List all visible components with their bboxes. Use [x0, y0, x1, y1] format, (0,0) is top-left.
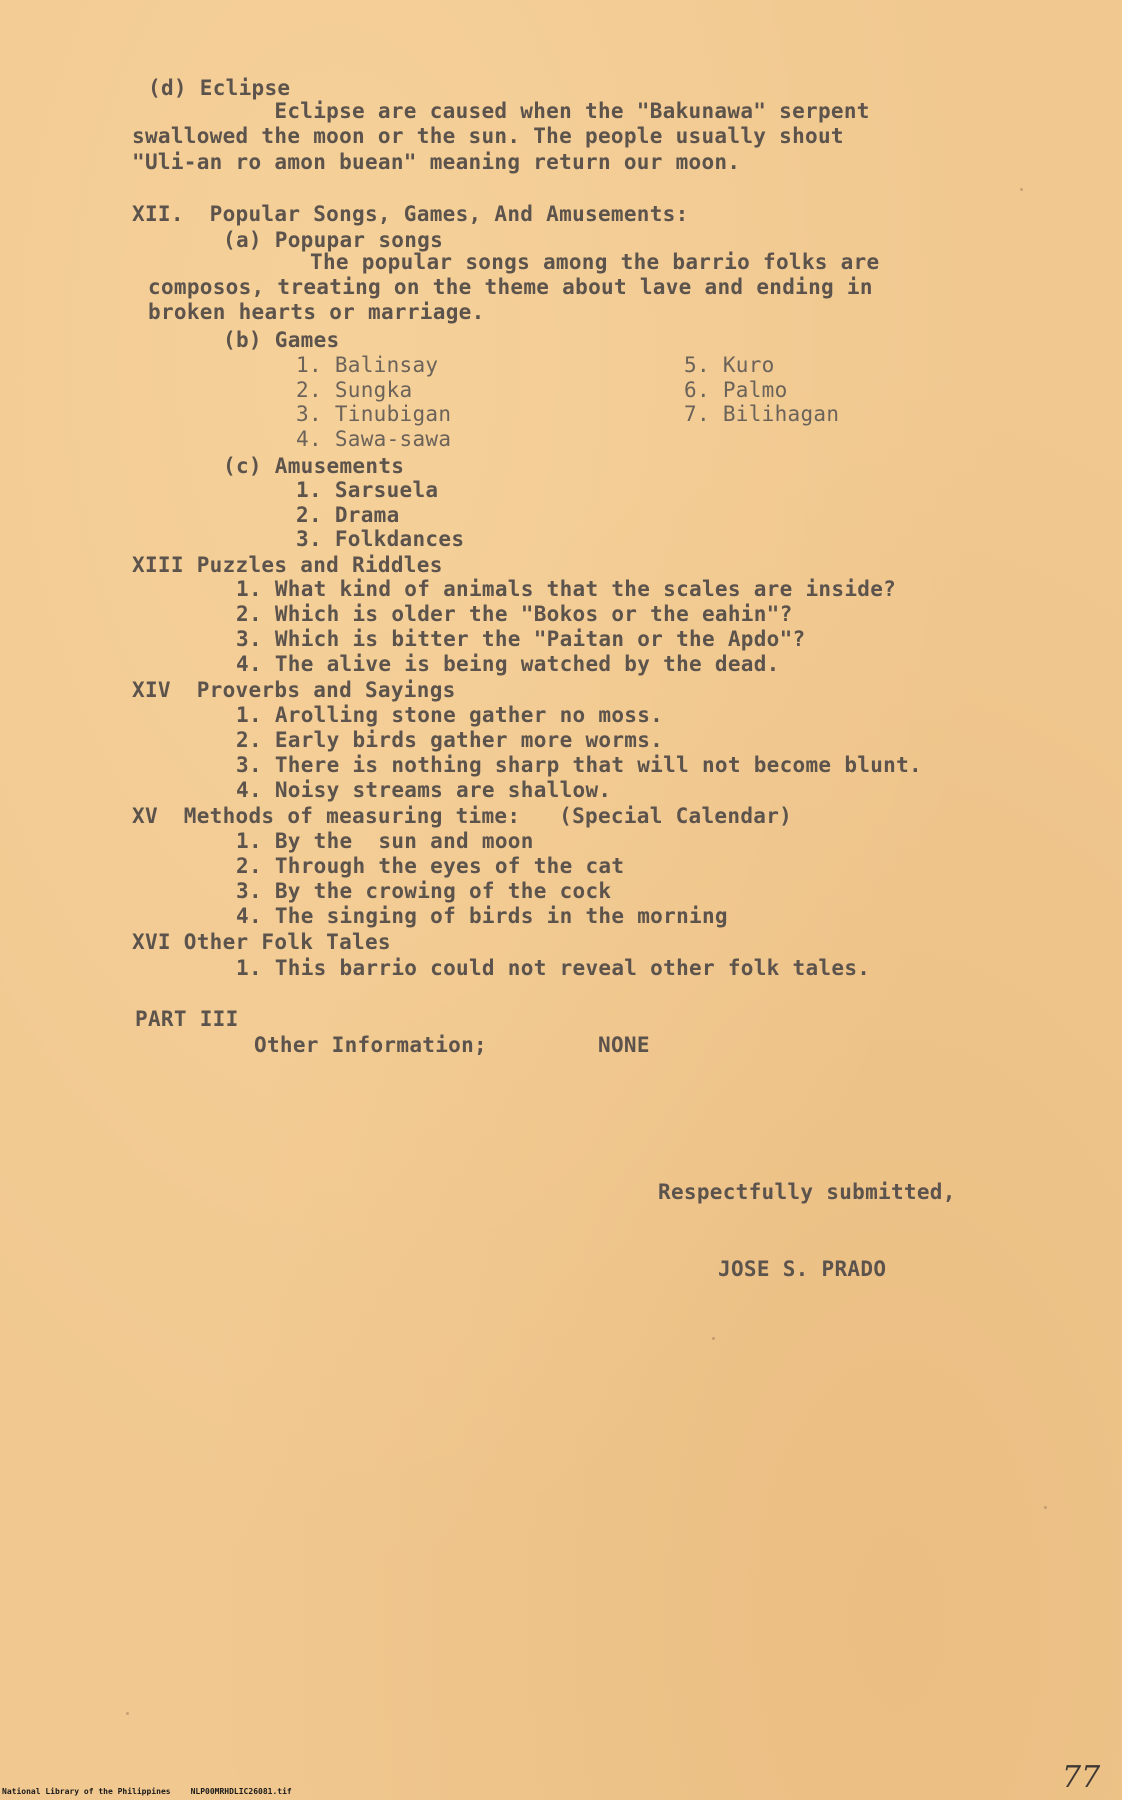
section-xiii-heading: XIII Puzzles and Riddles: [132, 553, 443, 577]
songs-line: composos, treating on the theme about lave and ending in: [148, 275, 873, 299]
library-name: National Library of the Philippines: [2, 1787, 171, 1796]
paper-speck: [712, 1337, 715, 1340]
other-information-value: NONE: [598, 1033, 650, 1057]
paper-speck: [1020, 188, 1023, 191]
closing-salutation: Respectfully submitted,: [658, 1180, 956, 1204]
riddle-item: 3. Which is bitter the "Paitan or the Apdo"?: [236, 627, 806, 651]
section-xv-heading: XV Methods of measuring time: (Special Calendar): [132, 804, 793, 828]
time-method-item: 1. By the sun and moon: [236, 829, 534, 853]
scan-footer: [2, 1787, 312, 1796]
page-number: 77: [1062, 1760, 1101, 1795]
section-xvi-heading: XVI Other Folk Tales: [132, 930, 391, 954]
proverb-item: 2. Early birds gather more worms.: [236, 728, 664, 752]
game-item: 4. Sawa-sawa: [296, 427, 452, 451]
signature-name: JOSE S. PRADO: [718, 1257, 887, 1281]
folk-tale-item: 1. This barrio could not reveal other folk tales.: [236, 956, 871, 980]
part-iii-heading: PART III: [135, 1007, 239, 1031]
riddle-item: 2. Which is older the "Bokos or the eahin"?: [236, 602, 793, 626]
eclipse-heading: (d) Eclipse: [148, 76, 291, 100]
songs-line: broken hearts or marriage.: [148, 300, 485, 324]
game-item: 2. Sungka: [296, 378, 413, 402]
time-method-item: 2. Through the eyes of the cat: [236, 854, 625, 878]
songs-heading: (a) Popupar songs: [223, 228, 444, 252]
games-heading: (b) Games: [223, 328, 340, 352]
other-information-label: Other Information;: [254, 1033, 487, 1057]
game-item: 3. Tinubigan: [296, 402, 452, 426]
eclipse-line: Eclipse are caused when the "Bakunawa" serpent: [132, 99, 870, 123]
riddle-item: 4. The alive is being watched by the dead.: [236, 652, 780, 676]
songs-line: The popular songs among the barrio folks are: [310, 250, 880, 274]
paper-speck: [126, 1712, 129, 1715]
time-method-item: 3. By the crowing of the cock: [236, 879, 612, 903]
eclipse-line: "Uli-an ro amon buean" meaning return our moon.: [132, 150, 741, 174]
amusement-item: 1. Sarsuela: [296, 478, 439, 502]
proverb-item: 4. Noisy streams are shallow.: [236, 778, 612, 802]
eclipse-line: swallowed the moon or the sun. The people usually shout: [132, 124, 844, 148]
game-item: 6. Palmo: [684, 378, 788, 402]
game-item: 5. Kuro: [684, 353, 775, 377]
amusements-heading: (c) Amusements: [223, 454, 405, 478]
amusement-item: 2. Drama: [296, 503, 400, 527]
riddle-item: 1. What kind of animals that the scales are inside?: [236, 577, 897, 601]
proverb-item: 1. Arolling stone gather no moss.: [236, 703, 664, 727]
game-item: 1. Balinsay: [296, 353, 439, 377]
time-method-item: 4. The singing of birds in the morning: [236, 904, 728, 928]
section-xii-heading: XII. Popular Songs, Games, And Amusements:: [132, 202, 689, 226]
amusement-item: 3. Folkdances: [296, 527, 465, 551]
proverb-item: 3. There is nothing sharp that will not become blunt.: [236, 753, 922, 777]
game-item: 7. Bilihagan: [684, 402, 840, 426]
file-id: NLP00MRHDLIC26081.tif: [190, 1787, 292, 1796]
paper-speck: [1044, 1506, 1047, 1509]
section-xiv-heading: XIV Proverbs and Sayings: [132, 678, 456, 702]
